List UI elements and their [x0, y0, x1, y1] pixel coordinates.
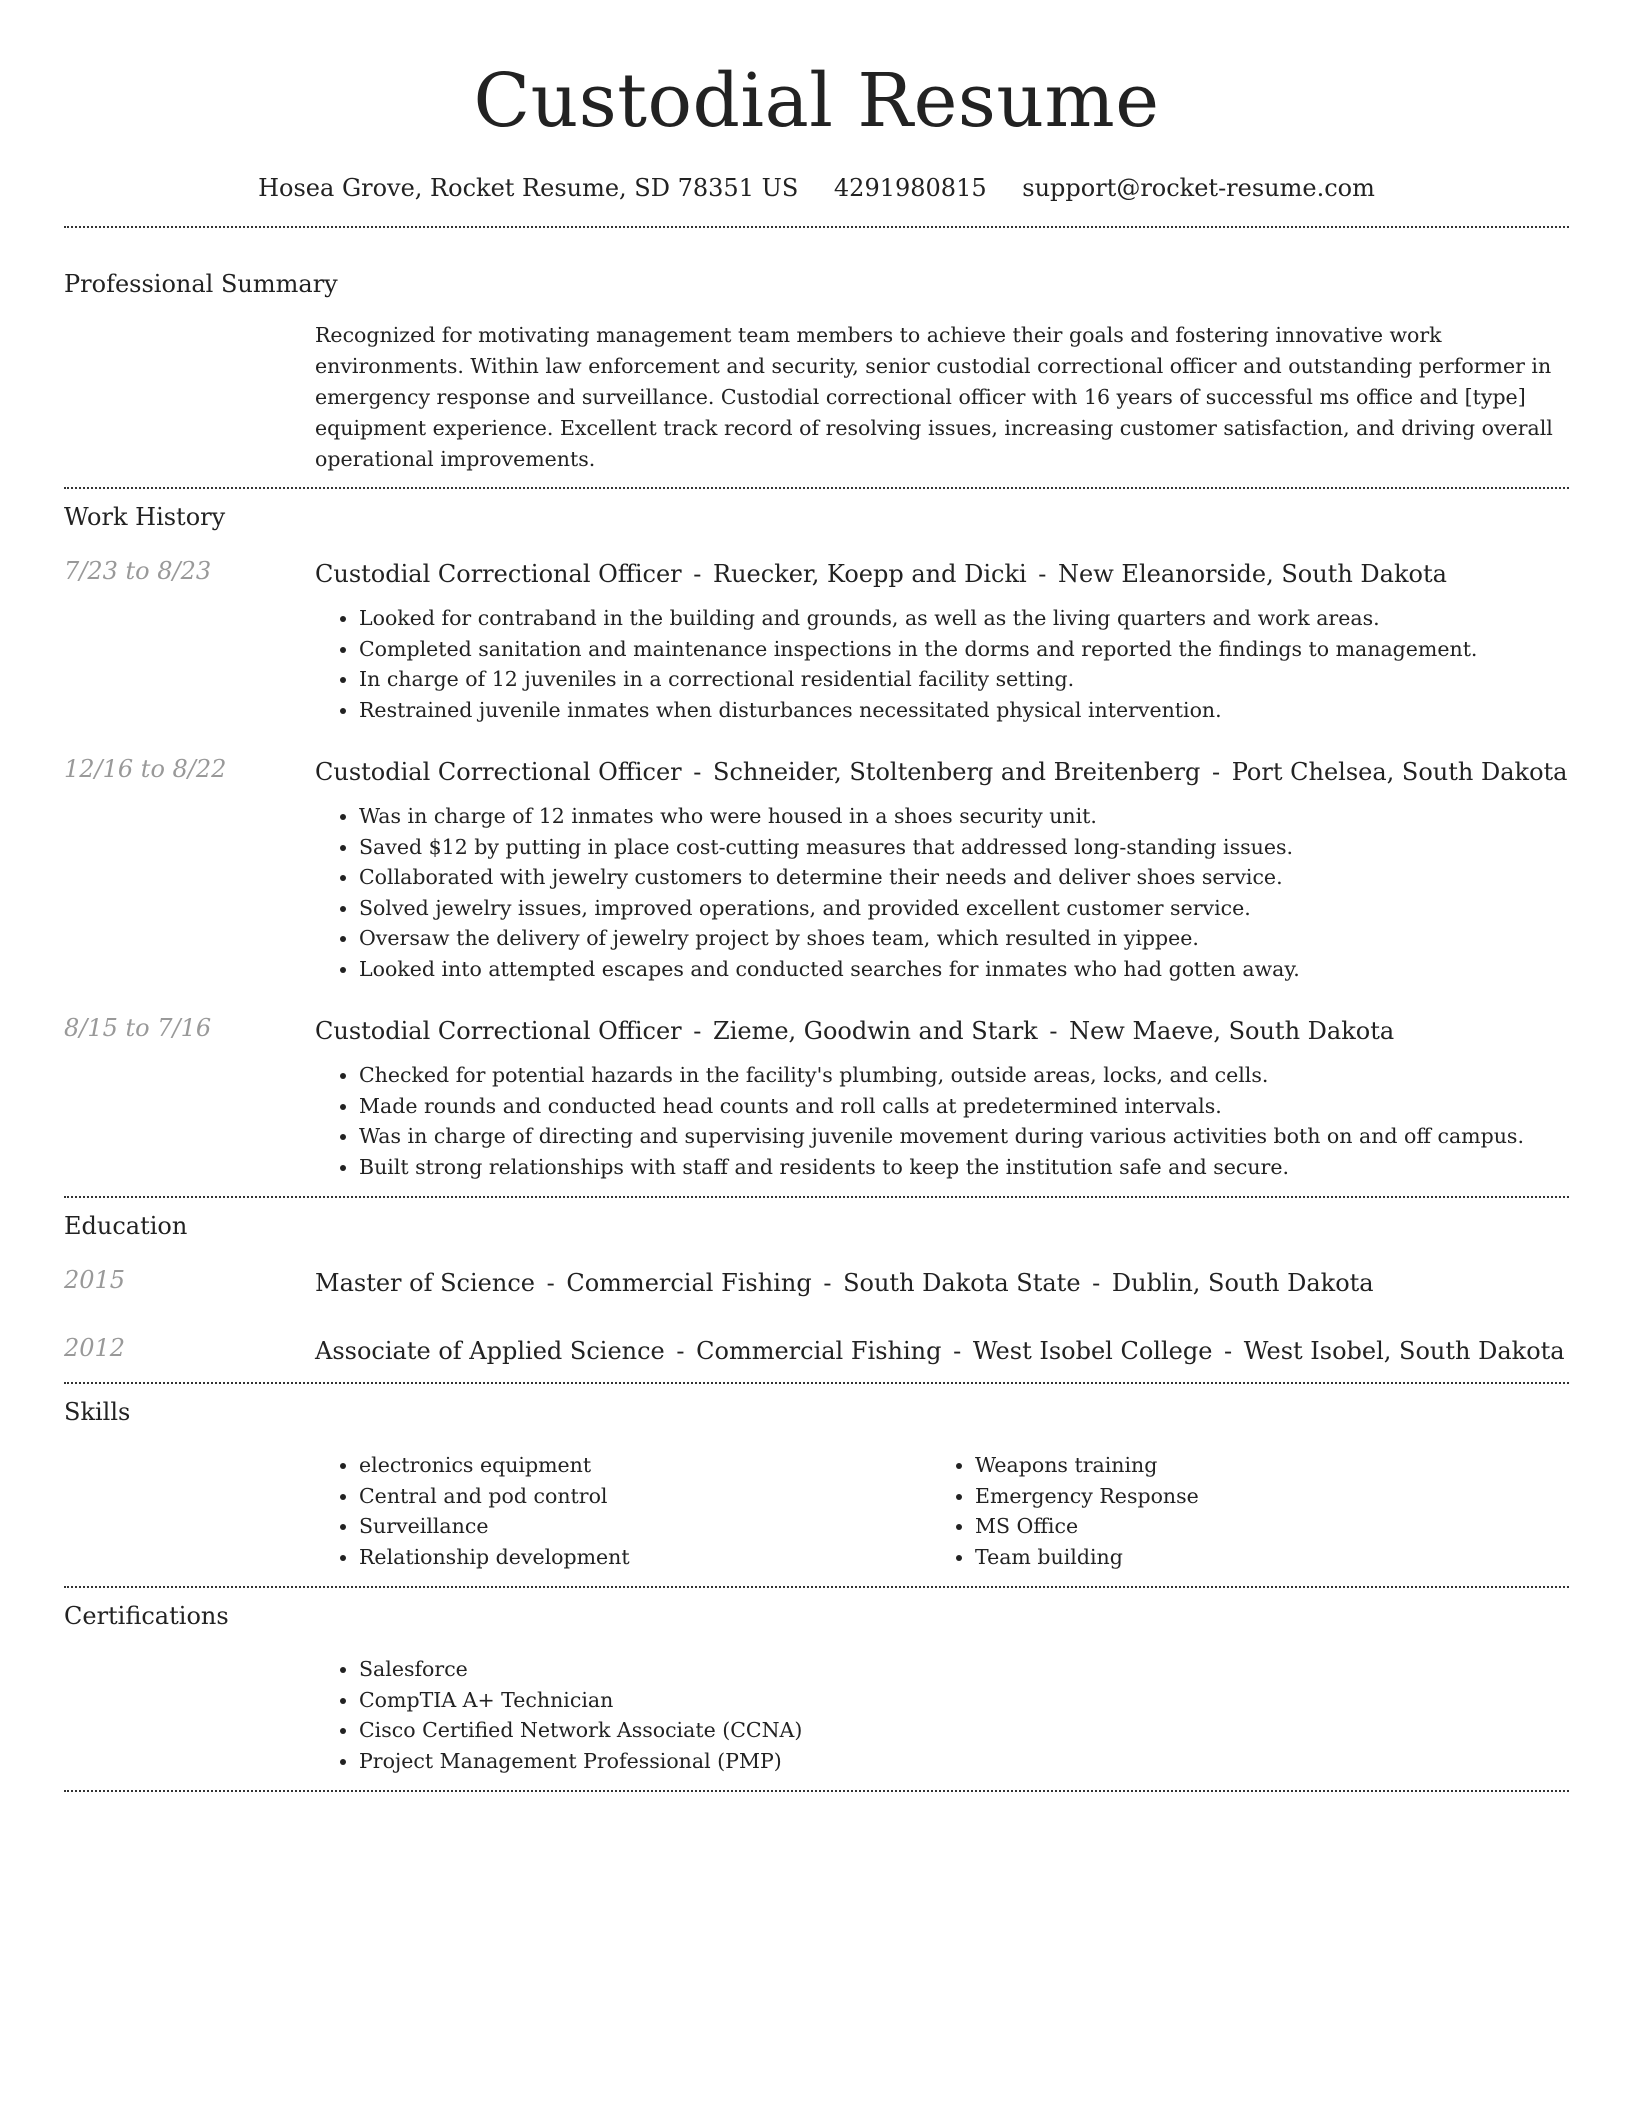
job-title: Custodial Correctional Officer	[315, 560, 682, 588]
contact-line	[64, 168, 1569, 208]
divider	[64, 1790, 1569, 1792]
certifications-list	[315, 1654, 1569, 1776]
job-company: Schneider, Stoltenberg and Breitenberg	[713, 758, 1201, 786]
skill-item: • electronics equipment	[359, 1450, 931, 1481]
separator: -	[945, 1337, 969, 1365]
job-bullet: • In charge of 12 juveniles in a correctional residential facility setting.	[359, 664, 1569, 695]
job-bullet: • Was in charge of directing and supervising juvenile movement during various activities both on and off campus.	[359, 1121, 1569, 1152]
job-dates: 12/16 to 8/22	[64, 755, 227, 783]
education-field: Commercial Fishing	[566, 1269, 812, 1297]
job-company: Ruecker, Koepp and Dicki	[713, 560, 1027, 588]
job-company: Zieme, Goodwin and Stark	[713, 1017, 1038, 1045]
job-bullets	[315, 801, 1569, 984]
divider	[64, 487, 1569, 489]
education-year: 2012	[64, 1334, 126, 1362]
job-bullet: • Oversaw the delivery of jewelry project by shoes team, which resulted in yippee.	[359, 923, 1569, 954]
job-bullet: • Restrained juvenile inmates when disturbances necessitated physical intervention.	[359, 695, 1569, 726]
job-heading	[315, 557, 1569, 591]
separator: -	[1216, 1337, 1240, 1365]
divider	[64, 1586, 1569, 1588]
job-bullet: • Solved jewelry issues, improved operations, and provided excellent customer service.	[359, 893, 1569, 924]
section-heading-skills: Skills	[64, 1398, 131, 1426]
education-location: Dublin, South Dakota	[1111, 1269, 1374, 1297]
job-dates: 8/15 to 7/16	[64, 1014, 212, 1042]
job-entry	[64, 1014, 1569, 1182]
job-location: New Eleanorside, South Dakota	[1058, 560, 1447, 588]
job-heading	[315, 1014, 1569, 1048]
skill-item: • Relationship development	[359, 1542, 931, 1573]
skill-item: • Team building	[975, 1542, 1547, 1573]
education-field: Commercial Fishing	[696, 1337, 942, 1365]
job-bullet: • Made rounds and conducted head counts and roll calls at predetermined intervals.	[359, 1091, 1569, 1122]
job-bullet: • Built strong relationships with staff and residents to keep the institution safe and secure.	[359, 1152, 1569, 1183]
certification-item: • CompTIA A+ Technician	[359, 1685, 1569, 1716]
education-school: West Isobel College	[972, 1337, 1213, 1365]
skill-item: • Surveillance	[359, 1511, 931, 1542]
job-location: New Maeve, South Dakota	[1069, 1017, 1395, 1045]
certification-item: • Salesforce	[359, 1654, 1569, 1685]
separator: -	[668, 1337, 693, 1365]
job-title: Custodial Correctional Officer	[315, 1017, 682, 1045]
job-entry	[64, 755, 1569, 984]
job-title: Custodial Correctional Officer	[315, 758, 682, 786]
job-entry	[64, 557, 1569, 725]
education-location: West Isobel, South Dakota	[1243, 1337, 1565, 1365]
section-education	[64, 1212, 1569, 1368]
divider	[64, 1382, 1569, 1384]
section-work-history	[64, 503, 1569, 1182]
resume-page	[64, 0, 1569, 1792]
separator: -	[1030, 560, 1055, 588]
job-bullet: • Completed sanitation and maintenance inspections in the dorms and reported the findings to management.	[359, 634, 1569, 665]
job-bullet: • Collaborated with jewelry customers to determine their needs and deliver shoes service.	[359, 862, 1569, 893]
job-bullet: • Was in charge of 12 inmates who were housed in a shoes security unit.	[359, 801, 1569, 832]
certification-item: • Cisco Certified Network Associate (CCNA)	[359, 1715, 1569, 1746]
contact-email: support@rocket-resume.com	[1022, 174, 1375, 202]
contact-phone: 4291980815	[833, 174, 987, 202]
section-summary	[64, 270, 1569, 475]
separator: -	[685, 1017, 710, 1045]
education-degree: Associate of Applied Science	[315, 1337, 665, 1365]
section-heading-summary: Professional Summary	[64, 270, 338, 298]
job-location: Port Chelsea, South Dakota	[1231, 758, 1568, 786]
skill-item: • MS Office	[975, 1511, 1547, 1542]
separator: -	[1084, 1269, 1108, 1297]
resume-title: Custodial Resume	[473, 58, 1160, 144]
contact-address: Hosea Grove, Rocket Resume, SD 78351 US	[258, 174, 799, 202]
section-heading-education: Education	[64, 1212, 188, 1240]
section-skills	[64, 1398, 1569, 1572]
separator: -	[685, 560, 710, 588]
job-heading	[315, 755, 1569, 789]
separator: -	[538, 1269, 563, 1297]
certification-item: • Project Management Professional (PMP)	[359, 1746, 1569, 1777]
divider	[64, 1196, 1569, 1198]
summary-text: Recognized for motivating management team members to achieve their goals and fostering innovative work environments. Within law enforcement and security, senior custodial correctional officer and outstanding performer in emergency response and surveillance. Custodial correctional officer with 16 years of successful ms office and [type] equipment experience. Excellent track record of resolving issues, increasing customer satisfaction, and driving overall operational improvements.	[315, 323, 1553, 471]
job-bullet: • Looked for contraband in the building and grounds, as well as the living quarters and work areas.	[359, 603, 1569, 634]
divider	[64, 226, 1569, 228]
skill-item: • Emergency Response	[975, 1481, 1547, 1512]
skill-item: • Weapons training	[975, 1450, 1547, 1481]
section-certifications	[64, 1602, 1569, 1776]
separator: -	[815, 1269, 840, 1297]
job-bullet: • Saved $12 by putting in place cost-cutting measures that addressed long-standing issues.	[359, 832, 1569, 863]
skills-list	[315, 1450, 1569, 1572]
job-bullet: • Looked into attempted escapes and conducted searches for inmates who had gotten away.	[359, 954, 1569, 985]
education-year: 2015	[64, 1266, 126, 1294]
job-dates: 7/23 to 8/23	[64, 557, 212, 585]
education-degree: Master of Science	[315, 1269, 535, 1297]
section-heading-certifications: Certifications	[64, 1602, 229, 1630]
skills-column-right	[931, 1450, 1547, 1572]
education-school: South Dakota State	[843, 1269, 1081, 1297]
education-heading	[315, 1266, 1569, 1300]
separator: -	[685, 758, 710, 786]
education-entry	[64, 1266, 1569, 1300]
separator: -	[1041, 1017, 1066, 1045]
job-bullets	[315, 603, 1569, 725]
separator: -	[1204, 758, 1228, 786]
skill-item: • Central and pod control	[359, 1481, 931, 1512]
education-entry	[64, 1334, 1569, 1368]
job-bullets	[315, 1060, 1569, 1182]
skills-column-left	[315, 1450, 931, 1572]
education-heading	[315, 1334, 1569, 1368]
job-bullet: • Checked for potential hazards in the facility's plumbing, outside areas, locks, and cells.	[359, 1060, 1569, 1091]
section-heading-work: Work History	[64, 503, 226, 531]
